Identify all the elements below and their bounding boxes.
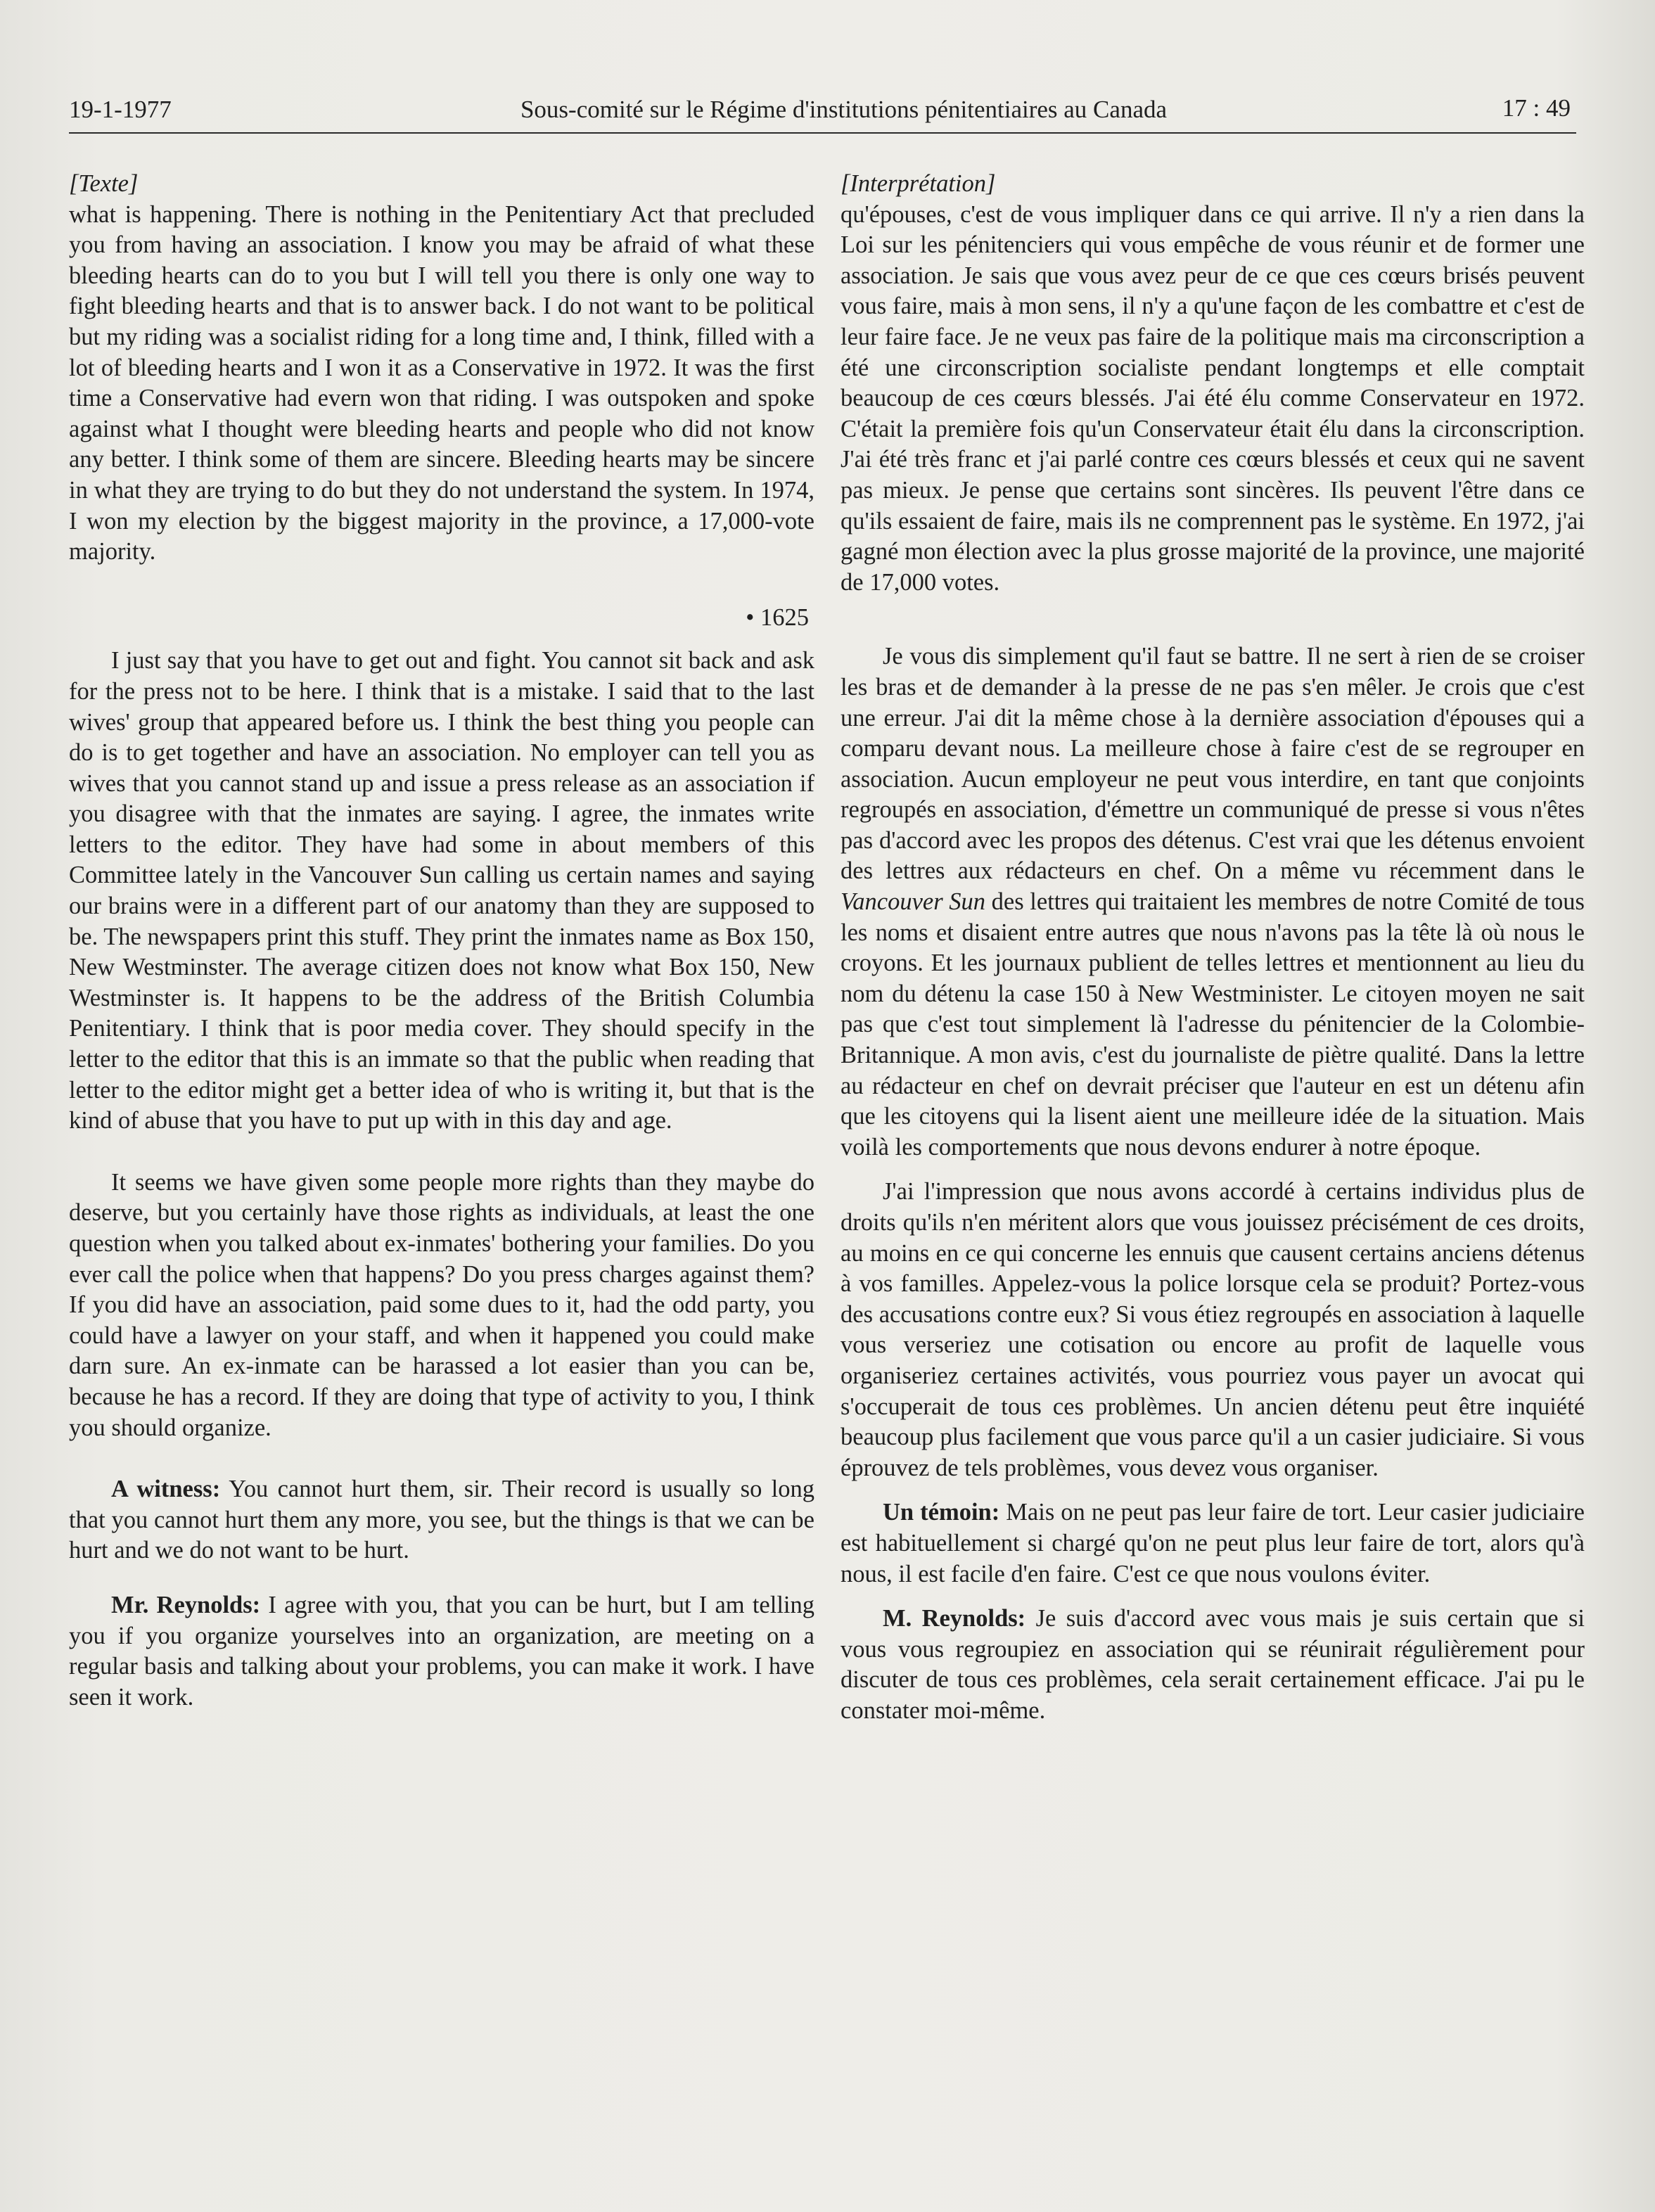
paragraph: J'ai l'impression que nous avons accordé à certains individus plus de droits qu'ils n'en méritent alors que vous jouissez précisément de ces droits, au moins en ce qui concerne les ennuis que causent certains anciens détenus à vos familles. Appelez-vous la police lorsque cela se produit? Portez-vous des accusations contre eux? Si vous étiez regroupés en association à laquelle vous verseriez une cotisation ou encore au profit de laquelle vous organiseriez certaines activités, vous pourriez vous payer un avocat qui s'occuperait de tous ces problèmes. Un ancien détenu peut être inquiété beaucoup plus facilement que vous parce qu'il a un casier judiciaire. Si vous éprouvez de tels problèmes, vous devez vous organiser. [841,1178,1585,1481]
paragraph: I just say that you have to get out and fight. You cannot sit back and ask for the press not to be here. I think that is a mistake. I said that to the last wives' group that appeared before us. I think the best thing you people can do is to get together and have an association. No employer can tell you as wives that you cannot stand up and issue a press release as an association if you disagree with that the inmates are saying. I agree, the inmates write letters to the editor. They have had some in about members of this Committee lately in the Vancouver Sun calling us certain names and saying our brains were in a different part of our anatomy than they are supposed to be. The newspapers print this stuff. They print the inmates name as Box 150, New Westminster. The average citizen does not know what Box 150, New Westminster is. It happens to be the address of the British Columbia Penitentiary. I think that is poor media cover. They should specify in the letter to the editor that this is an immate so that the public when reading that letter to the editor might get a better idea of who is writing it, but that is the kind of abuse that you have to put up with in this day and age. [69,647,814,1134]
time-marker: • 1625 [746,603,809,631]
speaker-paragraph [841,1497,1585,1590]
speech-text: You cannot hurt them, sir. Their record is usually so long that you cannot hurt them any more, you see, but the things is that we can be hurt and we do not want to be hurt. [69,1476,815,1564]
speaker-paragraph [841,1604,1585,1726]
paragraph-text: Je vous dis simplement qu'il faut se battre. Il ne sert à rien de se croiser les bras et de demander à la presse de ne pas s'en mêler. Je crois que c'est une erreur. J'ai dit la même chose à la dernière association d'épouses qui a comparu devant nous. La meilleure chose à faire c'est de se regrouper en association. Aucun employeur ne peut vous interdire, en tant que conjoints regroupés en association, d'émettre un communiqué de presse si vous n'êtes pas d'accord avec les propos des détenus. C'est vrai que les détenus envoient des lettres aux rédacteurs en chef. On a même vu récemment dans le [841,643,1585,885]
section-tag: [Interprétation] [841,170,996,197]
header-title: Sous-comité sur le Régime d'institutions pénitentiaires au Canada [520,96,1168,123]
running-header [69,83,1576,134]
paragraph: qu'épouses, c'est de vous impliquer dans ce qui arrive. Il n'y a rien dans la Loi sur les pénitenciers qui vous empêche de vous réunir et de former une association. Je sais que vous avez peur de ce que ces cœurs brisés peuvent vous faire, mais à mon sens, il n'y a qu'une façon de les combattre et c'est de leur faire face. Je ne veux pas faire de la politique mais ma circonscription a été une circonscription socialiste pendant longtemps et elle comptait beaucoup de ces cœurs blessés. J'ai été élu comme Conservateur en 1972. C'était la première fois qu'un Conservateur était élu dans la circonscription. J'ai été très franc et j'ai parlé contre ces cœurs blessés et ceux qui ne savent pas mieux. Je pense que certains sont sincères. Ils peuvent l'être dans ce qu'ils essaient de faire, mais ils ne comprennent pas le système. En 1972, j'ai gagné mon élection avec la plus grosse majorité de la province, une majorité de 17,000 votes. [841,200,1585,596]
speaker-name: A witness: [111,1476,221,1503]
paragraph: It seems we have given some people more rights than they maybe do deserve, but you certainly have those rights as individuals, at least the one question when you talked about ex-inmates' bothering your families. Do you ever call the police when that happens? Do you press charges against them? If you did have an association, paid some dues to it, had the odd party, you could have a lawyer on your staff, and when it happened you could make darn sure. An ex-inmate can be harassed a lot easier than you can be, because he has a record. If they are doing that type of activity to you, I think you should organize. [69,1168,814,1441]
paragraph [841,641,1585,1163]
header-date: 19-1-1977 [69,96,172,123]
speaker-paragraph [69,1590,814,1713]
newspaper-name: Vancouver Sun [841,888,986,916]
header-page-number: 17 : 49 [1502,94,1571,122]
speaker-paragraph [69,1474,814,1566]
speech-text: Je suis d'accord avec vous mais je suis certain que si vous vous regroupiez en association qui se réunirait régulièrement pour discuter de tous ces problèmes, cela serait certainement efficace. J'ai pu le constater moi-même. [841,1605,1585,1724]
speech-text: Mais on ne peut pas leur faire de tort. Leur casier judiciaire est habituellement si chargé qu'on ne peut plus leur faire de tort, alors qu'à nous, il est facile d'en faire. C'est ce que nous voulons éviter. [841,1499,1585,1587]
paragraph-text: des lettres qui traitaient les membres de notre Comité de tous les noms et disaient entre autres que nous n'avons pas la tête là où nous le croyons. Et les journaux publient de telles lettres et mentionnent au lieu du nom du détenu la case 150 à New Westminister. Le citoyen moyen ne sait pas que c'est tout simplement là l'adresse du pénitencier de la Colombie-Britannique. A mon avis, c'est du journaliste de piètre qualité. Dans la lettre au rédacteur en chef on devrait préciser que l'auteur en est un détenu afin que les citoyens qui la lisent aient une meilleure idée de la situation. Mais voilà les comportements que nous devons endurer à notre époque. [841,888,1585,1161]
paragraph: what is happening. There is nothing in the Penitentiary Act that precluded you from having an association. I know you may be afraid of what these bleeding hearts can do to you but I will tell you there is only one way to fight bleeding hearts and that is to answer back. I do not want to be political but my riding was a socialist riding for a long time and, I think, filled with a lot of bleeding hearts and I won it as a Conservative in 1972. It was the first time a Conservative had evern won that riding. I was outspoken and spoke against what I thought were bleeding hearts and people who did not know any better. I think some of them are sincere. Bleeding hearts may be sincere in what they are trying to do but they do not understand the system. In 1974, I won my election by the biggest majority in the province, a 17,000-vote majority. [69,200,814,565]
speech-text: I agree with you, that you can be hurt, but I am telling you if you organize yourselves into an organization, are meeting on a regular basis and talking about your problems, you can make it work. I have seen it work. [69,1591,815,1711]
speaker-name: Un témoin: [883,1499,1000,1526]
speaker-name: Mr. Reynolds: [111,1591,261,1618]
speaker-name: M. Reynolds: [883,1605,1026,1632]
column-english [69,169,814,1713]
column-french [841,169,1585,1727]
section-tag: [Texte] [69,170,139,197]
